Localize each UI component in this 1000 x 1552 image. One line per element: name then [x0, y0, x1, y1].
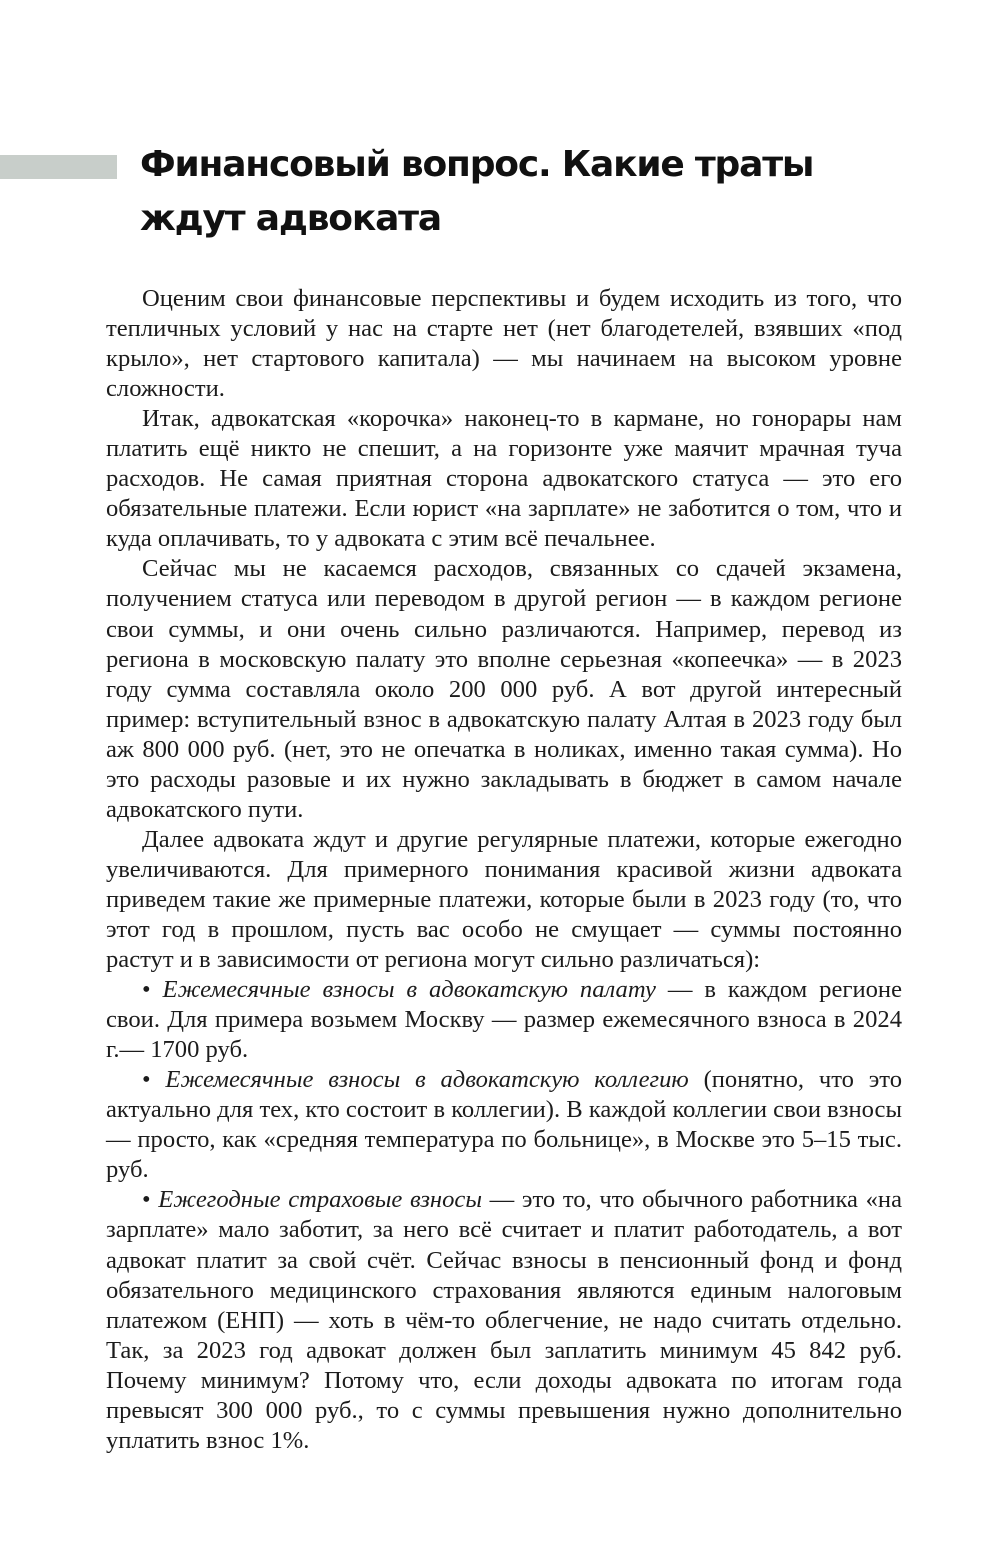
bullet-item-collegium-fees: [106, 1065, 902, 1185]
bullet-text: (понятно, что это актуально для тех, кто состоит в коллегии). В каждой коллегии свои взносы — просто, как «средняя температура по больнице», в Москве это 5–15 тыс. руб.: [106, 1066, 902, 1184]
article-body: [106, 284, 902, 1456]
bullet-item-chamber-fees: [106, 975, 902, 1065]
paragraph-status-fees: Итак, адвокатская «корочка» наконец-то в кармане, но гонорары нам платить ещё никто не спешит, а на горизонте уже маячит мрачная туча расходов. Не самая приятная сторона адвокатского статуса — это его обязательные платежи. Если юрист «на зарплате» не заботится о том, что и куда оплачивать, то у адвоката с этим всё печальнее.: [106, 405, 902, 553]
heading-accent-bar: [0, 155, 117, 179]
bullet-text: — это то, что обычного работника «на зарплате» мало заботит, за него всё считает и платит работодатель, а вот адвокат платит за свой счёт. Сейчас взносы в пенсионный фонд и фонд обязательного медицинского страхования являются единым налоговым платежом (ЕНП) — хоть в чём-то облегчение, не надо считать отдельно. Так, за 2023 год адвокат должен был заплатить минимум 45 842 руб. Почему минимум? Потому что, если доходы адвоката по итогам года превысят 300 000 руб., то с суммы превышения нужно дополнительно уплатить взнос 1%.: [106, 1186, 902, 1454]
bullet-icon: •: [142, 1186, 151, 1214]
paragraph-intro: Оценим свои финансовые перспективы и будем исходить из того, что тепличных условий у нас на старте нет (нет благодетелей, взявших «под крыло», нет стартового капитала) — мы начинаем на высоком уровне сложности.: [106, 285, 902, 403]
bullet-term: Ежемесячные взносы в адвокатскую коллегию: [165, 1066, 689, 1094]
bullet-item-insurance-fees: [106, 1185, 902, 1455]
paragraph-one-time-costs: Сейчас мы не касаемся расходов, связанных со сдачей экзамена, получением статуса или переводом в другой регион — в каждом регионе свои суммы, и они очень сильно различаются. Например, перевод из региона в московскую палату это вполне серьезная «копеечка» — в 2023 году сумма составляла около 200 000 руб. А вот другой интересный пример: вступительный взнос в адвокатскую палату Алтая в 2023 году был аж 800 000 руб. (нет, это не опечатка в ноликах, именно такая сумма). Но это расходы разовые и их нужно закладывать в бюджет в самом начале адвокатского пути.: [106, 555, 902, 823]
bullet-icon: •: [142, 1066, 151, 1094]
paragraph-regular-payments: Далее адвоката ждут и другие регулярные платежи, которые ежегодно увеличиваются. Для примерного понимания красивой жизни адвоката приведем такие же примерные платежи, которые были в 2023 году (то, что этот год в прошлом, пусть вас особо не смущает — суммы постоянно растут и в зависимости от региона могут сильно различаться):: [106, 825, 902, 974]
bullet-term: Ежегодные страховые взносы: [158, 1186, 482, 1214]
bullet-term: Ежемесячные взносы в адвокатскую палату: [162, 976, 656, 1004]
page-title: Финансовый вопрос. Какие траты ждут адвоката: [140, 144, 814, 239]
bullet-icon: •: [142, 976, 151, 1004]
bullet-text: — в каждом регионе свои. Для примера возьмем Москву — размер ежемесячного взноса в 2024 г.— 1700 руб.: [106, 976, 902, 1064]
